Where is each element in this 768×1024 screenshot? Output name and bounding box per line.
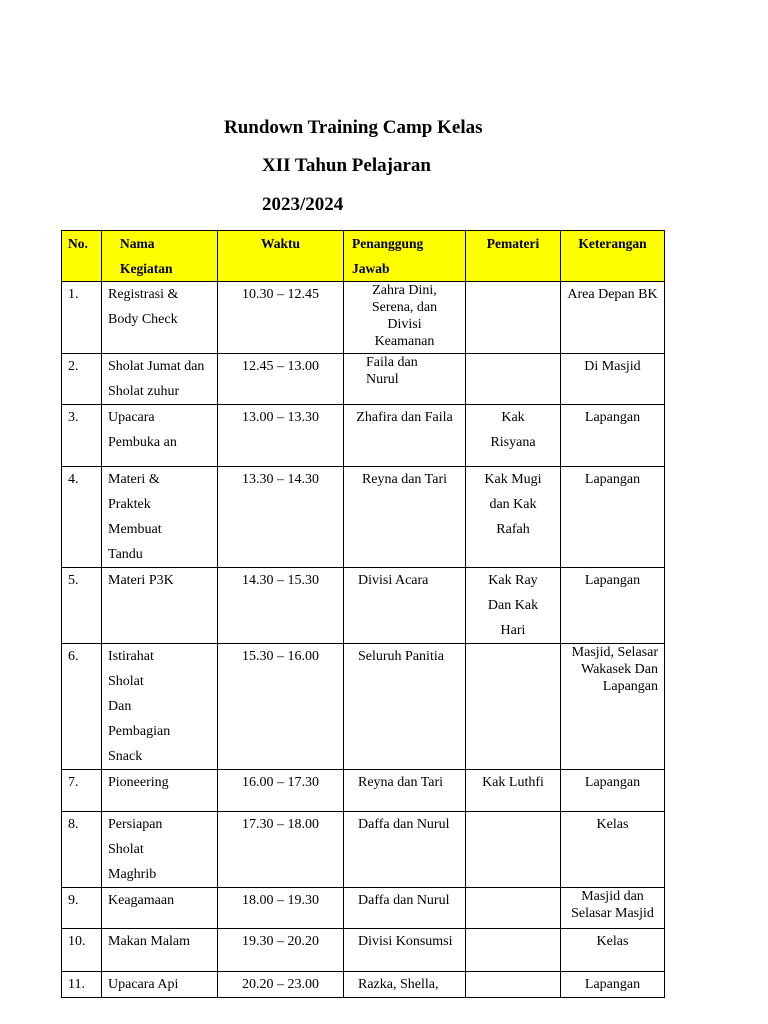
title-line-3: 2023/2024 — [262, 194, 344, 215]
cell-pemateri — [466, 644, 561, 770]
cell-waktu: 16.00 – 17.30 — [218, 770, 344, 812]
cell-nama-kegiatan: Keagamaan — [102, 888, 218, 929]
cell-keterangan: Di Masjid — [561, 354, 665, 405]
table-row — [62, 282, 665, 354]
cell-waktu: 12.45 – 13.00 — [218, 354, 344, 405]
cell-keterangan: Lapangan — [561, 405, 665, 467]
cell-keterangan: Masjid dan Selasar Masjid — [561, 888, 665, 929]
table-row — [62, 644, 665, 770]
cell-pemateri — [466, 812, 561, 888]
cell-waktu: 15.30 – 16.00 — [218, 644, 344, 770]
cell-no: 4. — [62, 467, 102, 568]
table-row — [62, 972, 665, 998]
header-keterangan: Keterangan — [561, 231, 665, 282]
cell-waktu: 17.30 – 18.00 — [218, 812, 344, 888]
table-row — [62, 812, 665, 888]
header-pemateri: Pemateri — [466, 231, 561, 282]
cell-keterangan: Area Depan BK — [561, 282, 665, 354]
cell-nama-kegiatan: Istirahat Sholat Dan Pembagian Snack — [102, 644, 218, 770]
cell-no: 6. — [62, 644, 102, 770]
cell-penanggung-jawab: Divisi Acara — [344, 568, 466, 644]
rundown-table — [61, 230, 665, 998]
header-waktu: Waktu — [218, 231, 344, 282]
cell-pemateri — [466, 354, 561, 405]
cell-keterangan: Kelas — [561, 812, 665, 888]
cell-no: 10. — [62, 929, 102, 972]
cell-no: 11. — [62, 972, 102, 998]
cell-no: 1. — [62, 282, 102, 354]
cell-penanggung-jawab: Razka, Shella, — [344, 972, 466, 998]
cell-waktu: 20.20 – 23.00 — [218, 972, 344, 998]
cell-penanggung-jawab: Daffa dan Nurul — [344, 812, 466, 888]
table-row — [62, 770, 665, 812]
cell-nama-kegiatan: Upacara Api — [102, 972, 218, 998]
table-header-row — [62, 231, 665, 282]
cell-pemateri: Kak Ray Dan Kak Hari — [466, 568, 561, 644]
table-row — [62, 354, 665, 405]
cell-waktu: 14.30 – 15.30 — [218, 568, 344, 644]
cell-nama-kegiatan: Registrasi & Body Check — [102, 282, 218, 354]
cell-waktu: 10.30 – 12.45 — [218, 282, 344, 354]
cell-penanggung-jawab: Zahra Dini, Serena, dan Divisi Keamanan — [344, 282, 466, 354]
cell-nama-kegiatan: Makan Malam — [102, 929, 218, 972]
cell-pemateri: Kak Luthfi — [466, 770, 561, 812]
cell-no: 3. — [62, 405, 102, 467]
cell-penanggung-jawab: Faila dan Nurul — [344, 354, 466, 405]
cell-nama-kegiatan: Persiapan Sholat Maghrib — [102, 812, 218, 888]
header-no: No. — [62, 231, 102, 282]
title-line-1: Rundown Training Camp Kelas — [224, 117, 483, 138]
cell-pemateri — [466, 972, 561, 998]
cell-keterangan: Lapangan — [561, 770, 665, 812]
cell-penanggung-jawab: Reyna dan Tari — [344, 467, 466, 568]
cell-keterangan: Lapangan — [561, 568, 665, 644]
cell-no: 2. — [62, 354, 102, 405]
cell-penanggung-jawab: Daffa dan Nurul — [344, 888, 466, 929]
cell-waktu: 13.00 – 13.30 — [218, 405, 344, 467]
table-row — [62, 467, 665, 568]
cell-penanggung-jawab: Divisi Konsumsi — [344, 929, 466, 972]
title-line-2: XII Tahun Pelajaran — [262, 155, 431, 176]
cell-nama-kegiatan: Pioneering — [102, 770, 218, 812]
cell-waktu: 19.30 – 20.20 — [218, 929, 344, 972]
cell-pemateri — [466, 929, 561, 972]
table-row — [62, 929, 665, 972]
table-row — [62, 568, 665, 644]
cell-penanggung-jawab: Zhafira dan Faila — [344, 405, 466, 467]
cell-pemateri — [466, 888, 561, 929]
cell-pemateri: Kak Mugi dan Kak Rafah — [466, 467, 561, 568]
header-nama-kegiatan: Nama Kegiatan — [102, 231, 218, 282]
cell-penanggung-jawab: Seluruh Panitia — [344, 644, 466, 770]
cell-nama-kegiatan: Upacara Pembuka an — [102, 405, 218, 467]
cell-no: 7. — [62, 770, 102, 812]
cell-no: 8. — [62, 812, 102, 888]
cell-keterangan: Lapangan — [561, 467, 665, 568]
cell-no: 5. — [62, 568, 102, 644]
cell-waktu: 18.00 – 19.30 — [218, 888, 344, 929]
table-row — [62, 405, 665, 467]
cell-keterangan: Lapangan — [561, 972, 665, 998]
cell-keterangan: Kelas — [561, 929, 665, 972]
cell-nama-kegiatan: Sholat Jumat dan Sholat zuhur — [102, 354, 218, 405]
cell-waktu: 13.30 – 14.30 — [218, 467, 344, 568]
table-row — [62, 888, 665, 929]
cell-keterangan: Masjid, Selasar Wakasek Dan Lapangan — [561, 644, 665, 770]
header-penanggung-jawab: Penanggung Jawab — [344, 231, 466, 282]
cell-penanggung-jawab: Reyna dan Tari — [344, 770, 466, 812]
cell-nama-kegiatan: Materi & Praktek Membuat Tandu — [102, 467, 218, 568]
cell-pemateri: Kak Risyana — [466, 405, 561, 467]
cell-no: 9. — [62, 888, 102, 929]
cell-nama-kegiatan: Materi P3K — [102, 568, 218, 644]
cell-pemateri — [466, 282, 561, 354]
